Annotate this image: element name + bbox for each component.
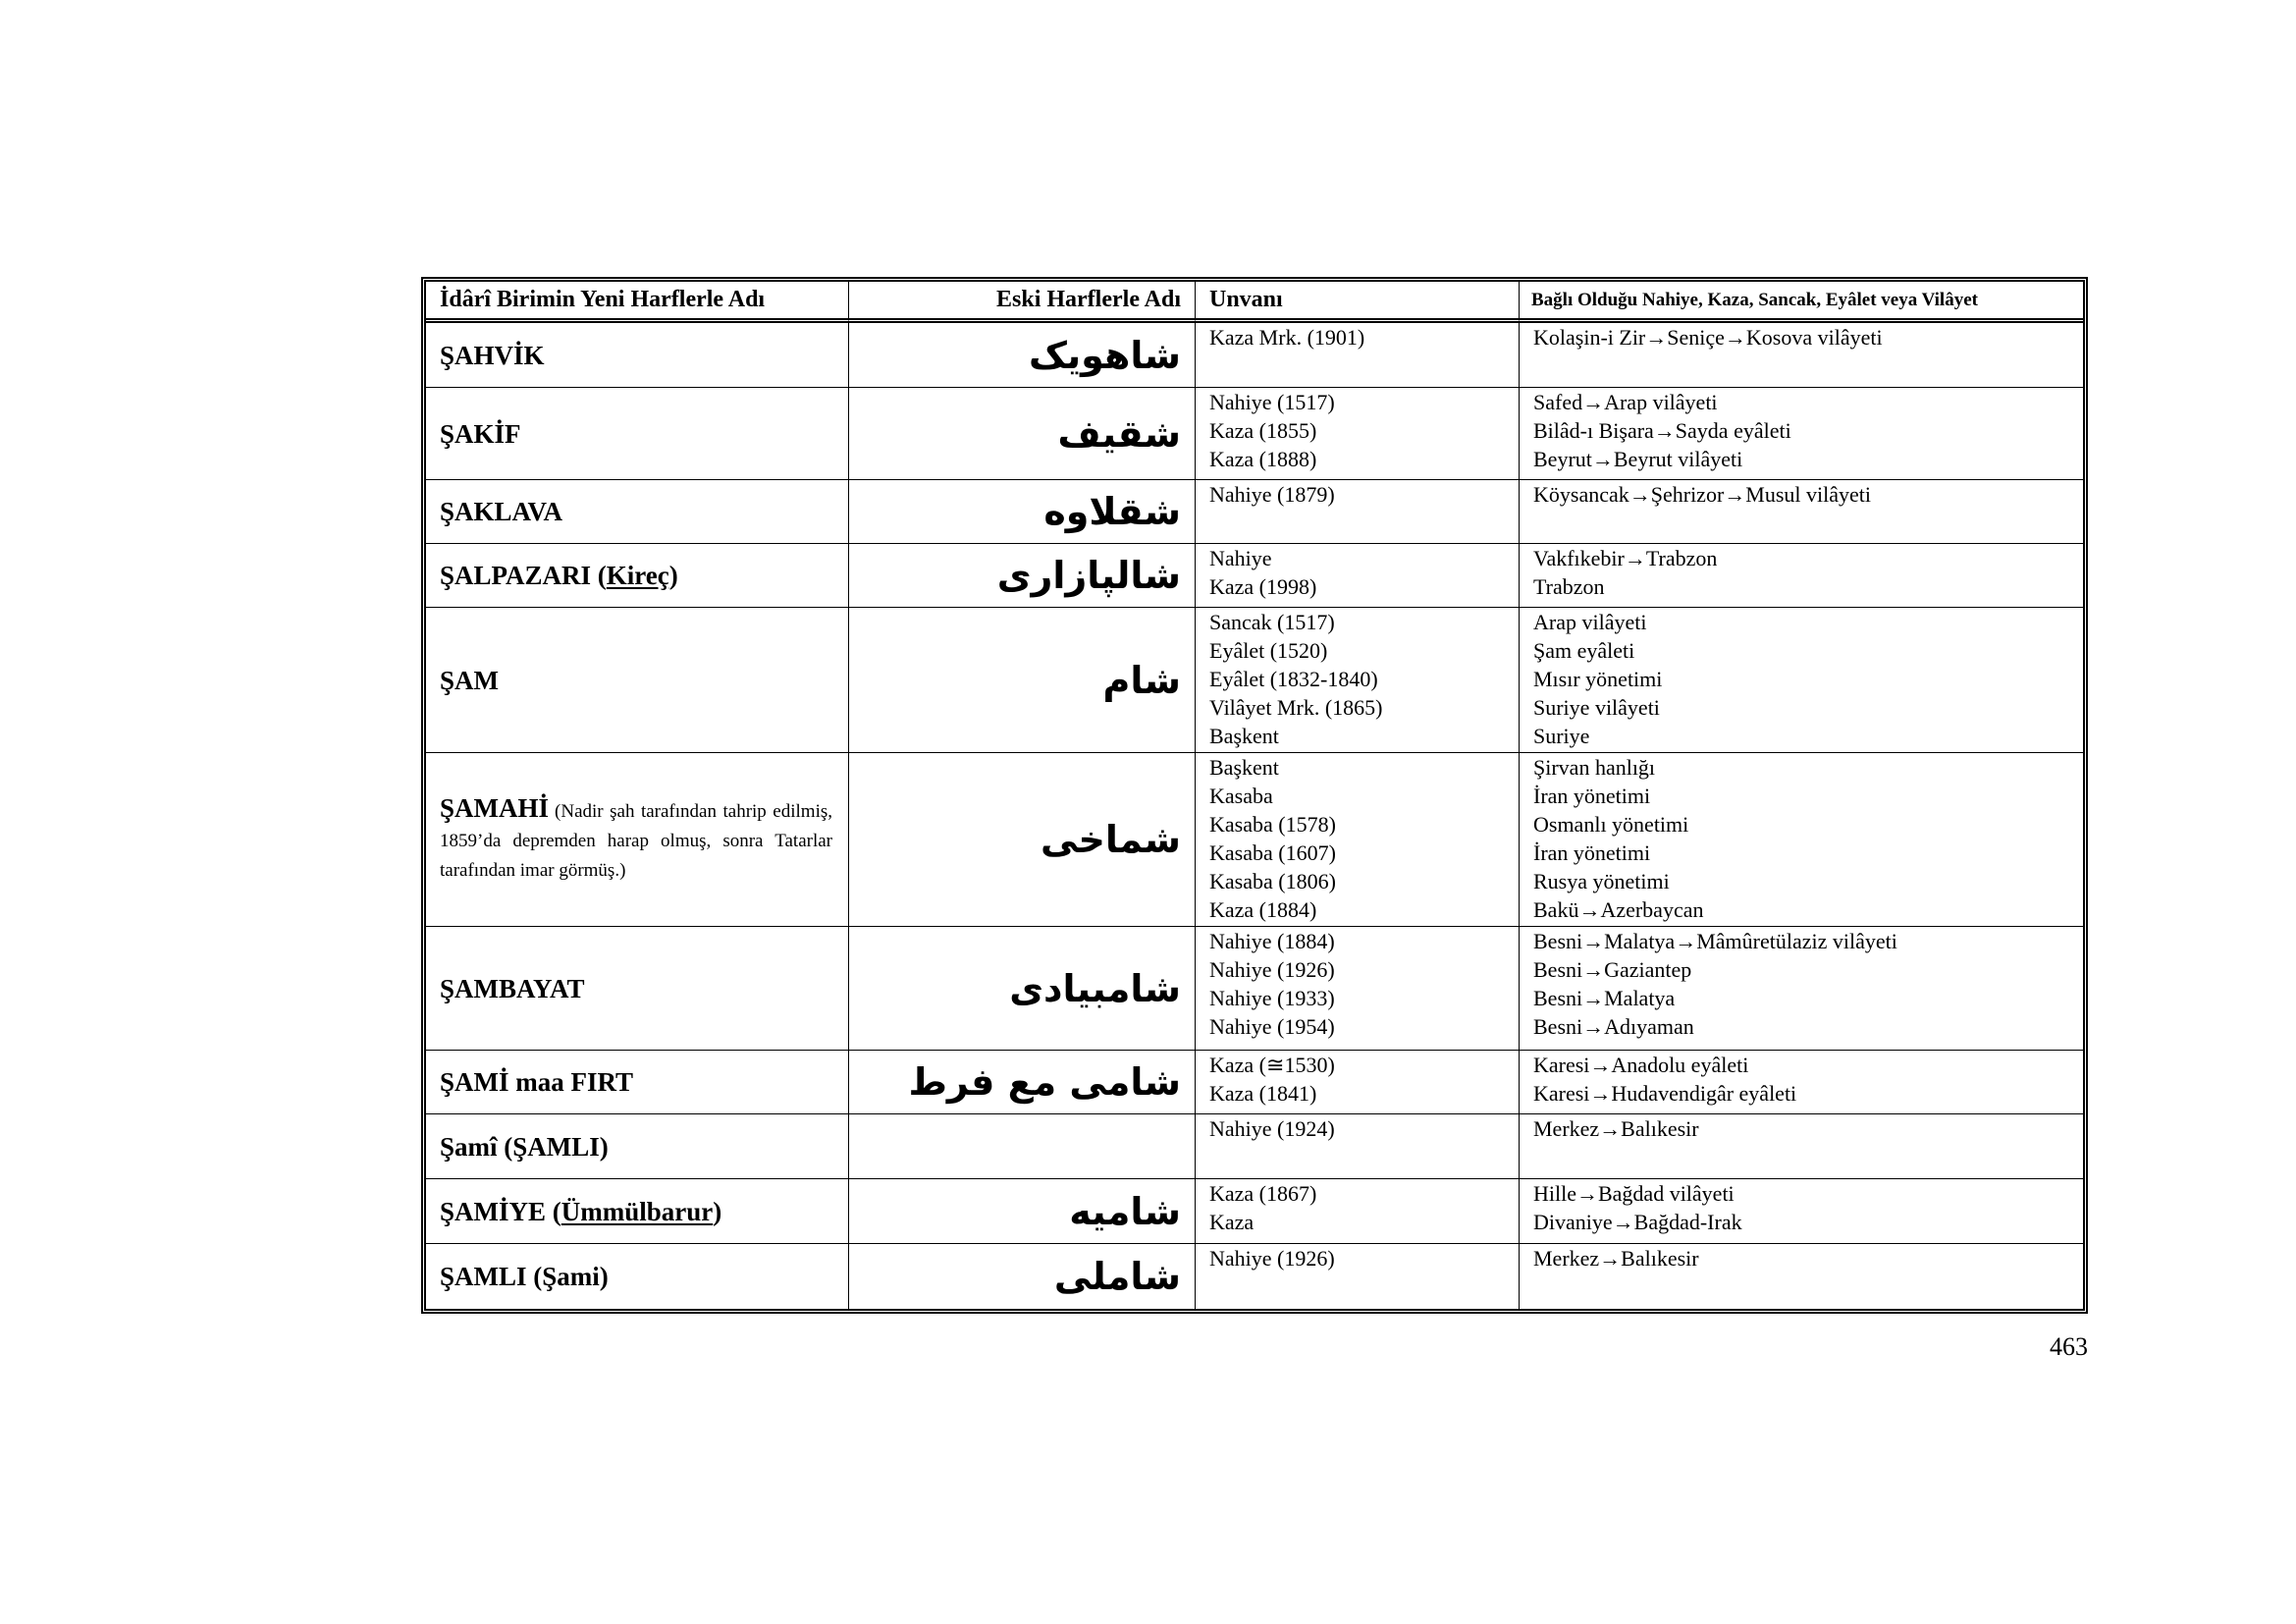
parent-line: İran yönetimi bbox=[1533, 840, 1651, 865]
cell-new-name bbox=[426, 323, 849, 388]
parent-line: Beyrut→Beyrut vilâyeti bbox=[1533, 447, 1743, 471]
title-line: Nahiye (1926) bbox=[1209, 1246, 1335, 1271]
header-cell-parent-unit: Bağlı Olduğu Nahiye, Kaza, Sancak, Eyâlet veya Vilâyet bbox=[1520, 282, 2083, 323]
alternate-name: Kireç bbox=[606, 561, 669, 590]
table-row bbox=[426, 927, 2083, 1051]
name-segment: ŞAKİF bbox=[440, 418, 521, 449]
title-line: Nahiye bbox=[1209, 546, 1272, 570]
cell-old-script-name: شامی مع فرط bbox=[849, 1051, 1196, 1114]
title-line: Nahiye (1924) bbox=[1209, 1116, 1335, 1141]
title-line: Kaza (1884) bbox=[1209, 897, 1317, 922]
parent-line: Besni→Malatya bbox=[1533, 986, 1676, 1010]
parent-line: Şirvan hanlığı bbox=[1533, 755, 1656, 780]
parent-line: Trabzon bbox=[1533, 574, 1605, 599]
parent-line: Karesi→Anadolu eyâleti bbox=[1533, 1053, 1749, 1077]
cell-old-script-name: شاملی bbox=[849, 1244, 1196, 1309]
parent-line: Besni→Adıyaman bbox=[1533, 1014, 1694, 1039]
name-segment: ŞAKLAVA bbox=[440, 497, 563, 526]
cell-new-name bbox=[426, 753, 849, 927]
place-name bbox=[440, 1262, 609, 1291]
table-row bbox=[426, 544, 2083, 608]
parent-line: Vakfıkebir→Trabzon bbox=[1533, 546, 1718, 570]
cell-old-script-name: شماخی bbox=[849, 753, 1196, 927]
cell-title bbox=[1196, 1244, 1520, 1309]
cell-title bbox=[1196, 608, 1520, 753]
place-name bbox=[440, 974, 585, 1003]
cell-parent-unit bbox=[1520, 1244, 2083, 1309]
name-segment: ŞAMİ maa FIRT bbox=[440, 1067, 634, 1097]
place-name bbox=[440, 793, 549, 823]
cell-parent-unit bbox=[1520, 1114, 2083, 1179]
cell-new-name bbox=[426, 1244, 849, 1309]
place-name bbox=[440, 419, 521, 449]
page-number: 463 bbox=[2050, 1332, 2088, 1361]
table-row bbox=[426, 1179, 2083, 1244]
cell-new-name bbox=[426, 927, 849, 1051]
place-name bbox=[440, 561, 678, 590]
parent-line: Divaniye→Bağdad-Irak bbox=[1533, 1210, 1742, 1234]
title-line: Başkent bbox=[1209, 755, 1279, 780]
title-line: Kaza (1855) bbox=[1209, 418, 1317, 443]
title-line: Kaza (1841) bbox=[1209, 1081, 1317, 1106]
parent-line: Merkez→Balıkesir bbox=[1533, 1116, 1699, 1141]
parent-line: Şam eyâleti bbox=[1533, 638, 1635, 663]
parent-line: Karesi→Hudavendigâr eyâleti bbox=[1533, 1081, 1797, 1106]
title-line: Eyâlet (1520) bbox=[1209, 638, 1328, 663]
title-line: Kaza (1998) bbox=[1209, 574, 1317, 599]
cell-parent-unit bbox=[1520, 544, 2083, 608]
header-cell-old-script-name: Eski Harflerle Adı bbox=[849, 282, 1196, 323]
cell-title bbox=[1196, 1179, 1520, 1244]
title-line: Kasaba (1578) bbox=[1209, 812, 1336, 837]
cell-old-script-name: شامبیادی bbox=[849, 927, 1196, 1051]
cell-new-name bbox=[426, 544, 849, 608]
title-line: Kaza (≅1530) bbox=[1209, 1053, 1335, 1077]
parent-line: Mısır yönetimi bbox=[1533, 667, 1663, 691]
cell-old-script-name: شام bbox=[849, 608, 1196, 753]
parent-line: Bilâd-ı Bişara→Sayda eyâleti bbox=[1533, 418, 1791, 443]
cell-title bbox=[1196, 927, 1520, 1051]
title-line: Nahiye (1933) bbox=[1209, 986, 1335, 1010]
parent-line: İran yönetimi bbox=[1533, 784, 1651, 808]
parent-line: Bakü→Azerbaycan bbox=[1533, 897, 1704, 922]
cell-title bbox=[1196, 1114, 1520, 1179]
place-name bbox=[440, 1132, 609, 1162]
alternate-name: Ümmülbarur bbox=[561, 1196, 714, 1226]
parent-line: Kolaşin-i Zir→Seniçe→Kosova vilâyeti bbox=[1533, 325, 1883, 350]
name-segment: ) bbox=[668, 561, 678, 590]
title-line: Kaza bbox=[1209, 1210, 1255, 1234]
cell-parent-unit bbox=[1520, 753, 2083, 927]
title-line: Kaza Mrk. (1901) bbox=[1209, 325, 1365, 350]
table-row bbox=[426, 608, 2083, 753]
place-name bbox=[440, 666, 499, 695]
title-line: Başkent bbox=[1209, 724, 1279, 748]
cell-old-script-name: شقیف bbox=[849, 388, 1196, 480]
cell-title bbox=[1196, 480, 1520, 544]
cell-parent-unit bbox=[1520, 323, 2083, 388]
place-name bbox=[440, 1197, 721, 1226]
cell-title bbox=[1196, 1051, 1520, 1114]
cell-title bbox=[1196, 544, 1520, 608]
cell-new-name bbox=[426, 1051, 849, 1114]
title-line: Eyâlet (1832-1840) bbox=[1209, 667, 1378, 691]
name-segment: ŞAMİYE ( bbox=[440, 1196, 561, 1226]
parent-line: Suriye bbox=[1533, 724, 1590, 748]
parent-line: Osmanlı yönetimi bbox=[1533, 812, 1689, 837]
cell-parent-unit bbox=[1520, 927, 2083, 1051]
table-row bbox=[426, 388, 2083, 480]
table-row bbox=[426, 1244, 2083, 1309]
parent-line: Suriye vilâyeti bbox=[1533, 695, 1660, 720]
table-header bbox=[426, 282, 2083, 323]
place-name bbox=[440, 497, 562, 526]
name-segment: ) bbox=[713, 1196, 722, 1226]
cell-parent-unit bbox=[1520, 1051, 2083, 1114]
title-line: Nahiye (1954) bbox=[1209, 1014, 1335, 1039]
name-segment: ŞAMAHİ bbox=[440, 793, 550, 823]
title-line: Vilâyet Mrk. (1865) bbox=[1209, 695, 1383, 720]
cell-parent-unit bbox=[1520, 388, 2083, 480]
cell-new-name bbox=[426, 608, 849, 753]
table-row bbox=[426, 323, 2083, 388]
cell-new-name bbox=[426, 480, 849, 544]
place-name bbox=[440, 1067, 633, 1097]
parent-line: Arap vilâyeti bbox=[1533, 610, 1647, 634]
table-row bbox=[426, 1114, 2083, 1179]
header-cell-new-name: İdârî Birimin Yeni Harflerle Adı bbox=[426, 282, 849, 323]
table-row bbox=[426, 753, 2083, 927]
title-line: Nahiye (1884) bbox=[1209, 929, 1335, 953]
name-segment: ŞALPAZARI ( bbox=[440, 561, 607, 590]
title-line: Kasaba (1607) bbox=[1209, 840, 1336, 865]
title-line: Kaza (1888) bbox=[1209, 447, 1317, 471]
cell-title bbox=[1196, 388, 1520, 480]
name-segment: Şamî (ŞAMLI) bbox=[440, 1131, 609, 1162]
parent-line: Rusya yönetimi bbox=[1533, 869, 1670, 893]
name-segment: ŞAM bbox=[440, 665, 499, 695]
title-line: Nahiye (1926) bbox=[1209, 957, 1335, 982]
parent-line: Besni→Malatya→Mâmûretülaziz vilâyeti bbox=[1533, 929, 1897, 953]
title-line: Nahiye (1879) bbox=[1209, 482, 1335, 507]
parent-line: Besni→Gaziantep bbox=[1533, 957, 1692, 982]
cell-parent-unit bbox=[1520, 1179, 2083, 1244]
cell-new-name bbox=[426, 1114, 849, 1179]
parent-line: Safed→Arap vilâyeti bbox=[1533, 390, 1718, 414]
table-row bbox=[426, 1051, 2083, 1114]
title-line: Kaza (1867) bbox=[1209, 1181, 1317, 1206]
cell-title bbox=[1196, 323, 1520, 388]
title-line: Sancak (1517) bbox=[1209, 610, 1335, 634]
parent-line: Merkez→Balıkesir bbox=[1533, 1246, 1699, 1271]
table-body bbox=[426, 323, 2083, 1309]
title-line: Nahiye (1517) bbox=[1209, 390, 1335, 414]
header-cell-title: Unvanı bbox=[1196, 282, 1520, 323]
place-table bbox=[421, 277, 2088, 1314]
cell-parent-unit bbox=[1520, 608, 2083, 753]
name-segment: ŞAHVİK bbox=[440, 340, 545, 370]
name-segment: ŞAMLI (Şami) bbox=[440, 1262, 609, 1291]
title-line: Kasaba bbox=[1209, 784, 1273, 808]
header-row bbox=[426, 282, 2083, 323]
place-name bbox=[440, 341, 545, 370]
cell-old-script-name bbox=[849, 1114, 1196, 1179]
cell-new-name bbox=[426, 1179, 849, 1244]
cell-title bbox=[1196, 753, 1520, 927]
cell-parent-unit bbox=[1520, 480, 2083, 544]
cell-new-name bbox=[426, 388, 849, 480]
cell-old-script-name: شاهویک bbox=[849, 323, 1196, 388]
cell-old-script-name: شقلاوه bbox=[849, 480, 1196, 544]
parent-line: Köysancak→Şehrizor→Musul vilâyeti bbox=[1533, 482, 1871, 507]
name-segment: ŞAMBAYAT bbox=[440, 973, 585, 1003]
cell-old-script-name: شالپازاری bbox=[849, 544, 1196, 608]
parent-line: Hille→Bağdad vilâyeti bbox=[1533, 1181, 1735, 1206]
cell-old-script-name: شامیه bbox=[849, 1179, 1196, 1244]
name-note: (Nadir şah tarafından tahrip edilmiş, 1859’da depremden harap olmuş, sonra Tatarlar tarafından imar görmüş.) bbox=[440, 801, 832, 881]
title-line: Kasaba (1806) bbox=[1209, 869, 1336, 893]
table-row bbox=[426, 480, 2083, 544]
